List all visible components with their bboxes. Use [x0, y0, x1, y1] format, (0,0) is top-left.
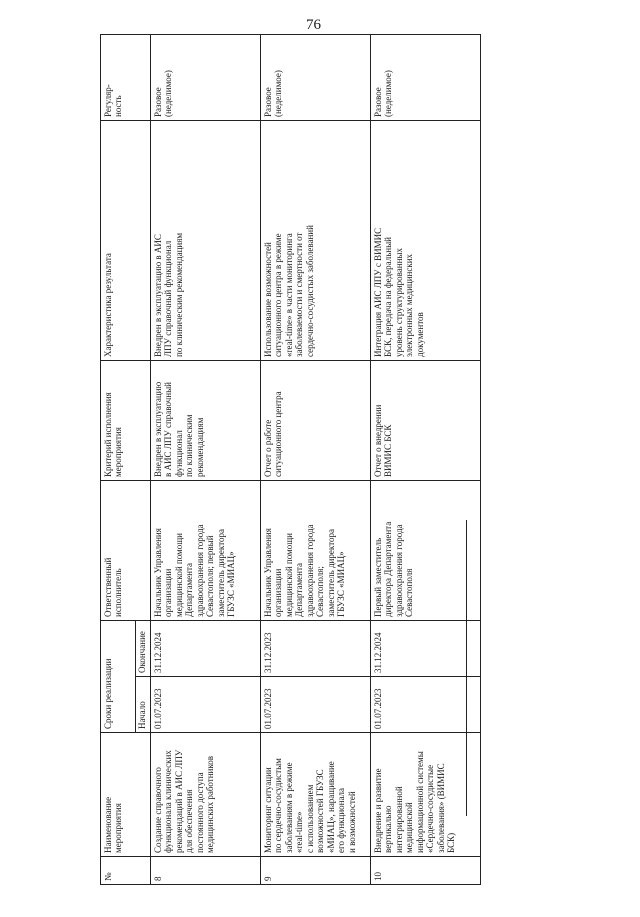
header-criterion: Критерий исполнения мероприятия	[101, 361, 151, 481]
row-end: 31.12.2024	[151, 621, 261, 677]
rotated-table-container	[100, 35, 532, 885]
row-responsible: Первый заместитель директора Департамента здравоохранения города Севастополя	[371, 481, 481, 621]
header-end: Окончание	[136, 621, 151, 677]
row-end: 31.12.2024	[371, 621, 481, 677]
row-result: Использование возможностей ситуационного центра в режиме «real-time» в части мониторинга заболеваемости и смертности от сердечно-сосудистых заболеваний	[261, 121, 371, 361]
row-start: 01.07.2023	[151, 677, 261, 733]
header-name: Наименование мероприятия	[101, 733, 151, 857]
page-number: 76	[306, 17, 321, 33]
row-number: 9	[261, 857, 371, 885]
row-name: Создание справочного функционала клинических рекомендаций в АИС ЛПУ для обеспечения постоянного доступа медицинских работников	[151, 733, 261, 857]
table-row	[261, 35, 371, 885]
row-regularity: Разовое (неделимое)	[261, 35, 371, 121]
separator-line	[466, 520, 467, 816]
row-number: 10	[371, 857, 481, 885]
table-header	[101, 35, 151, 885]
activities-table	[100, 34, 481, 885]
row-responsible: Начальник Управления организации медицинской помощи Департамента здравоохранения города Севастополя; заместитель директора ГБУЗС «МИАЦ»	[261, 481, 371, 621]
row-end: 31.12.2023	[261, 621, 371, 677]
row-result: Внедрен в эксплуатацию в АИС ЛПУ справочный функционал по клиническим рекомендациям	[151, 121, 261, 361]
row-result: Интеграция АИС ЛПУ с ВИМИС БСК, передача на федеральный уровень структурированных электронных медицинских документов	[371, 121, 481, 361]
row-regularity: Разовое (неделимое)	[151, 35, 261, 121]
header-terms: Сроки реализации	[101, 621, 136, 733]
header-result: Характеристика результата	[101, 121, 151, 361]
row-responsible: Начальник Управления организации медицинской помощи Департамента здравоохранения города Севастополя; первый заместитель директора ГБУЗС «МИАЦ»	[151, 481, 261, 621]
header-start: Начало	[136, 677, 151, 733]
row-regularity: Разовое (неделимое)	[371, 35, 481, 121]
row-name: Мониторинг ситуации по сердечно-сосудистым заболеваниям в режиме «real-time» с использованием возможностей ГБУЗС «МИАЦ», наращивание его функционала и возможностей	[261, 733, 371, 857]
row-criterion: Отчет о внедрении ВИМИС БСК	[371, 361, 481, 481]
header-number: №	[101, 857, 151, 885]
table-row	[371, 35, 481, 885]
row-start: 01.07.2023	[371, 677, 481, 733]
header-regularity: Регуляр- ность	[101, 35, 151, 121]
row-name: Внедрение и развитие вертикально интегрированной медицинской информационной системы «Сердечно-сосудистые заболевания» (ВИМИС БСК)	[371, 733, 481, 857]
row-number: 8	[151, 857, 261, 885]
table-row	[151, 35, 261, 885]
row-start: 01.07.2023	[261, 677, 371, 733]
row-criterion: Внедрен в эксплуатацию в АИС ЛПУ справочный функционал по клиническим рекомендациям	[151, 361, 261, 481]
row-criterion: Отчет о работе ситуационного центра	[261, 361, 371, 481]
header-responsible: Ответственный исполнитель	[101, 481, 151, 621]
